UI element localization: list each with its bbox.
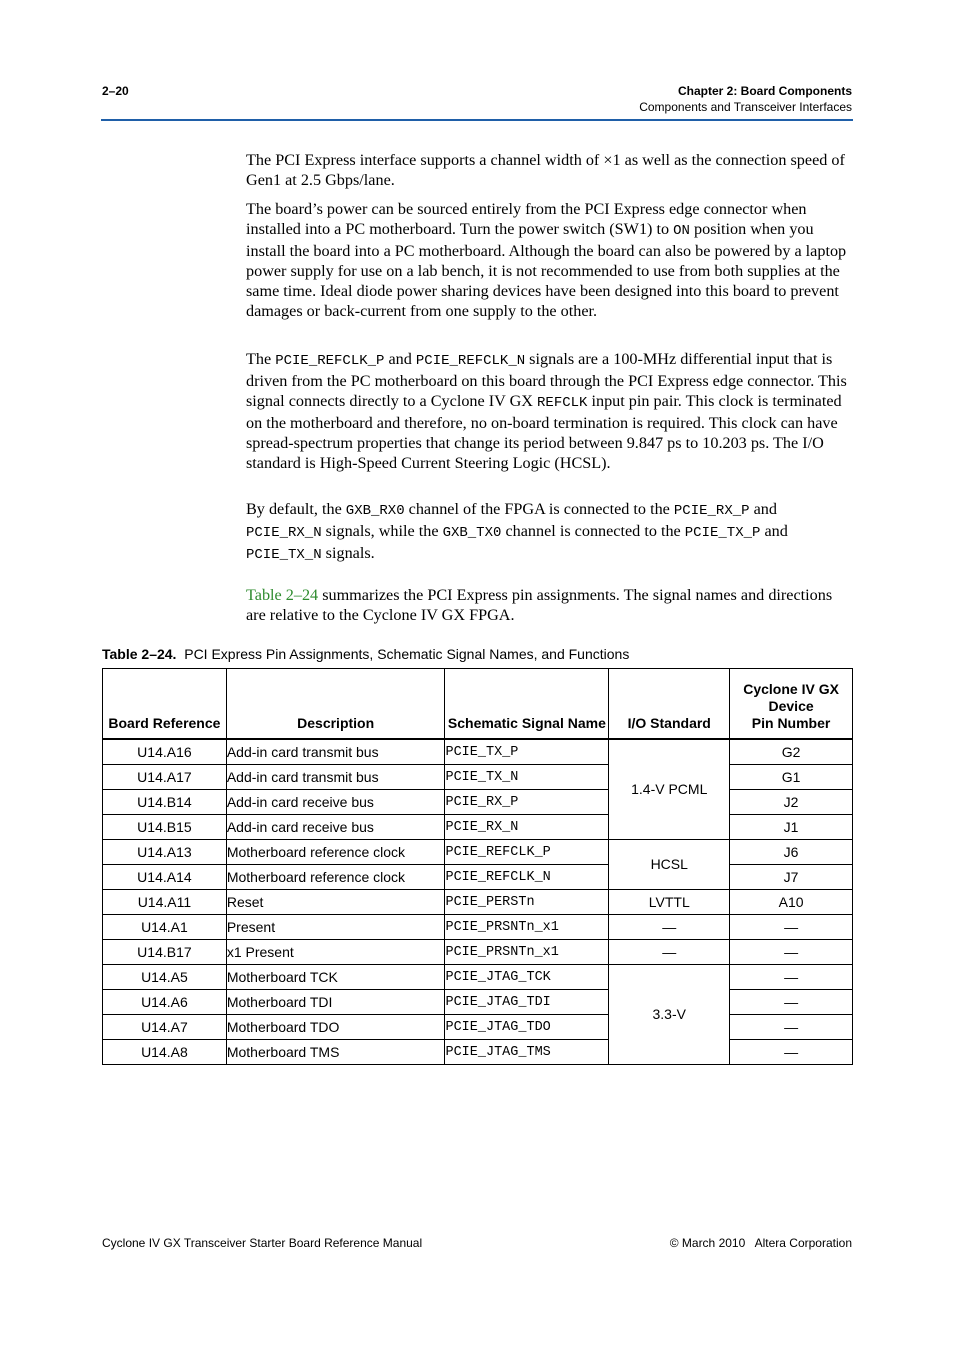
cell-description: Motherboard reference clock (226, 840, 445, 865)
table-row (103, 940, 853, 965)
cell-pin-number: J7 (730, 865, 853, 890)
cell-board-reference: U14.A6 (103, 990, 227, 1015)
cell-signal-name: PCIE_JTAG_TCK (445, 965, 609, 990)
cell-pin-number: G1 (730, 765, 853, 790)
header-description: Description (226, 669, 445, 740)
code-span: PCIE_REFCLK_P (275, 353, 385, 369)
header-io-standard: I/O Standard (609, 669, 730, 740)
cell-board-reference: U14.A7 (103, 1015, 227, 1040)
cell-signal-name: PCIE_PRSNTn_x1 (445, 940, 609, 965)
table-caption-label: Table 2–24. (102, 646, 177, 662)
table-caption-text: PCI Express Pin Assignments, Schematic Signal Names, and Functions (184, 646, 630, 662)
code-span: REFCLK (537, 395, 588, 411)
cell-io-standard: — (609, 940, 730, 965)
cell-signal-name: PCIE_TX_N (445, 765, 609, 790)
cell-board-reference: U14.A8 (103, 1040, 227, 1065)
text-span: and (384, 350, 416, 368)
cell-board-reference: U14.B14 (103, 790, 227, 815)
cell-description: Reset (226, 890, 445, 915)
cell-board-reference: U14.A1 (103, 915, 227, 940)
code-span: PCIE_TX_P (684, 525, 761, 541)
cell-description: Motherboard TDO (226, 1015, 445, 1040)
text-span: signals are a 100-MHz differential input that is driven from the PC motherboard on this board through the PCI Express edge connector. This signal connects directly to a Cyclone IV GX (246, 350, 847, 410)
page-number: 2–20 (102, 84, 129, 98)
table-header-row (103, 669, 853, 740)
code-span: GXB_RX0 (345, 503, 405, 519)
cell-pin-number: G2 (730, 739, 853, 765)
paragraph-table-intro (246, 585, 853, 625)
text-span: signals, while the (321, 522, 443, 540)
cell-signal-name: PCIE_RX_P (445, 790, 609, 815)
pin-assignment-table (102, 668, 853, 1065)
cell-description: Motherboard TCK (226, 965, 445, 990)
table-row (103, 1015, 853, 1040)
cell-pin-number: — (730, 915, 853, 940)
table-caption (102, 646, 629, 662)
paragraph-refclk (246, 349, 853, 473)
text-span: channel is connected to the (501, 522, 685, 540)
cell-pin-number: — (730, 1015, 853, 1040)
table-row (103, 990, 853, 1015)
text-span: input pin pair. This clock is terminated on the motherboard and therefore, no on-board termination is required. This clock can have spread-spectrum properties that change its period between 9.847 ps to 10.203 ps. The I/O standard is High-Speed Current Steering Logic (HCSL). (246, 392, 842, 472)
table-row (103, 790, 853, 815)
header-board-reference: Board Reference (103, 669, 227, 740)
paragraph-text: The PCI Express interface supports a channel width of ×1 as well as the connection speed of Gen1 at 2.5 Gbps/lane. (246, 151, 845, 189)
table-row (103, 739, 853, 765)
text-span: The board’s power can be sourced entirely from the PCI Express edge connector when installed into a PC motherboard. Turn the power switch (SW1) to (246, 200, 807, 238)
cell-io-standard: — (609, 915, 730, 940)
cell-pin-number: — (730, 965, 853, 990)
cell-signal-name: PCIE_PRSNTn_x1 (445, 915, 609, 940)
cell-description: x1 Present (226, 940, 445, 965)
text-span: channel of the FPGA is connected to the (404, 500, 674, 518)
chapter-title: Chapter 2: Board Components (677, 84, 852, 98)
cell-pin-number: — (730, 940, 853, 965)
cell-signal-name: PCIE_REFCLK_P (445, 840, 609, 865)
cell-io-standard: HCSL (609, 840, 730, 890)
cell-signal-name: PCIE_JTAG_TDI (445, 990, 609, 1015)
cell-signal-name: PCIE_REFCLK_N (445, 865, 609, 890)
cell-board-reference: U14.A13 (103, 840, 227, 865)
text-span: signals. (321, 544, 375, 562)
cell-io-standard: 3.3-V (609, 965, 730, 1065)
table-reference-link[interactable]: Table 2–24 (246, 586, 319, 604)
table-row (103, 915, 853, 940)
footer-copyright: © March 2010 Altera Corporation (669, 1236, 852, 1250)
cell-signal-name: PCIE_JTAG_TDO (445, 1015, 609, 1040)
cell-description: Motherboard reference clock (226, 865, 445, 890)
code-span: ON (673, 223, 690, 239)
text-span: and (760, 522, 788, 540)
text-span: position when you install the board into a PC motherboard. Although the board can also be powered by a laptop power supply for use on a lab bench, it is not recommended to use from both supplies at the same time. Ideal diode power sharing devices have been designed into this board to prevent damages or back-current from one supply to the other. (246, 220, 847, 320)
cell-board-reference: U14.A14 (103, 865, 227, 890)
cell-pin-number: J6 (730, 840, 853, 865)
cell-description: Add-in card receive bus (226, 815, 445, 840)
table-row (103, 815, 853, 840)
header-rule (101, 119, 853, 121)
cell-signal-name: PCIE_RX_N (445, 815, 609, 840)
paragraph-power (246, 199, 853, 321)
footer-manual-title: Cyclone IV GX Transceiver Starter Board Reference Manual (102, 1236, 423, 1250)
table-row (103, 865, 853, 890)
text-span: The (246, 350, 276, 368)
cell-io-standard: LVTTL (609, 890, 730, 915)
cell-board-reference: U14.A17 (103, 765, 227, 790)
table-row (103, 965, 853, 990)
cell-board-reference: U14.A5 (103, 965, 227, 990)
text-span: summarizes the PCI Express pin assignments. The signal names and directions are relative to the Cyclone IV GX FPGA. (246, 586, 833, 624)
paragraph-default-channels (246, 499, 853, 565)
table-row (103, 765, 853, 790)
code-span: PCIE_RX_P (673, 503, 750, 519)
table-row (103, 840, 853, 865)
cell-description: Add-in card transmit bus (226, 765, 445, 790)
text-span: By default, the (246, 500, 346, 518)
cell-description: Add-in card receive bus (226, 790, 445, 815)
cell-pin-number: — (730, 1040, 853, 1065)
cell-pin-number: J1 (730, 815, 853, 840)
header-pin-number: Cyclone IV GX Device Pin Number (730, 669, 853, 740)
cell-description: Present (226, 915, 445, 940)
cell-pin-number: A10 (730, 890, 853, 915)
section-title: Components and Transceiver Interfaces (639, 100, 852, 114)
cell-signal-name: PCIE_TX_P (445, 739, 609, 765)
cell-description: Motherboard TDI (226, 990, 445, 1015)
code-span: GXB_TX0 (442, 525, 502, 541)
table-row (103, 890, 853, 915)
code-span: PCIE_REFCLK_N (415, 353, 526, 369)
paragraph-interface (246, 150, 853, 190)
cell-description: Motherboard TMS (226, 1040, 445, 1065)
code-span: PCIE_RX_N (246, 525, 322, 541)
cell-board-reference: U14.A16 (103, 739, 227, 765)
header-signal-name: Schematic Signal Name (445, 669, 609, 740)
table-row (103, 1040, 853, 1065)
cell-signal-name: PCIE_JTAG_TMS (445, 1040, 609, 1065)
cell-board-reference: U14.B15 (103, 815, 227, 840)
cell-board-reference: U14.B17 (103, 940, 227, 965)
code-span: PCIE_TX_N (246, 547, 322, 563)
cell-pin-number: J2 (730, 790, 853, 815)
cell-pin-number: — (730, 990, 853, 1015)
cell-description: Add-in card transmit bus (226, 739, 445, 765)
text-span: and (749, 500, 777, 518)
cell-signal-name: PCIE_PERSTn (445, 890, 609, 915)
cell-board-reference: U14.A11 (103, 890, 227, 915)
cell-io-standard: 1.4-V PCML (609, 739, 730, 840)
